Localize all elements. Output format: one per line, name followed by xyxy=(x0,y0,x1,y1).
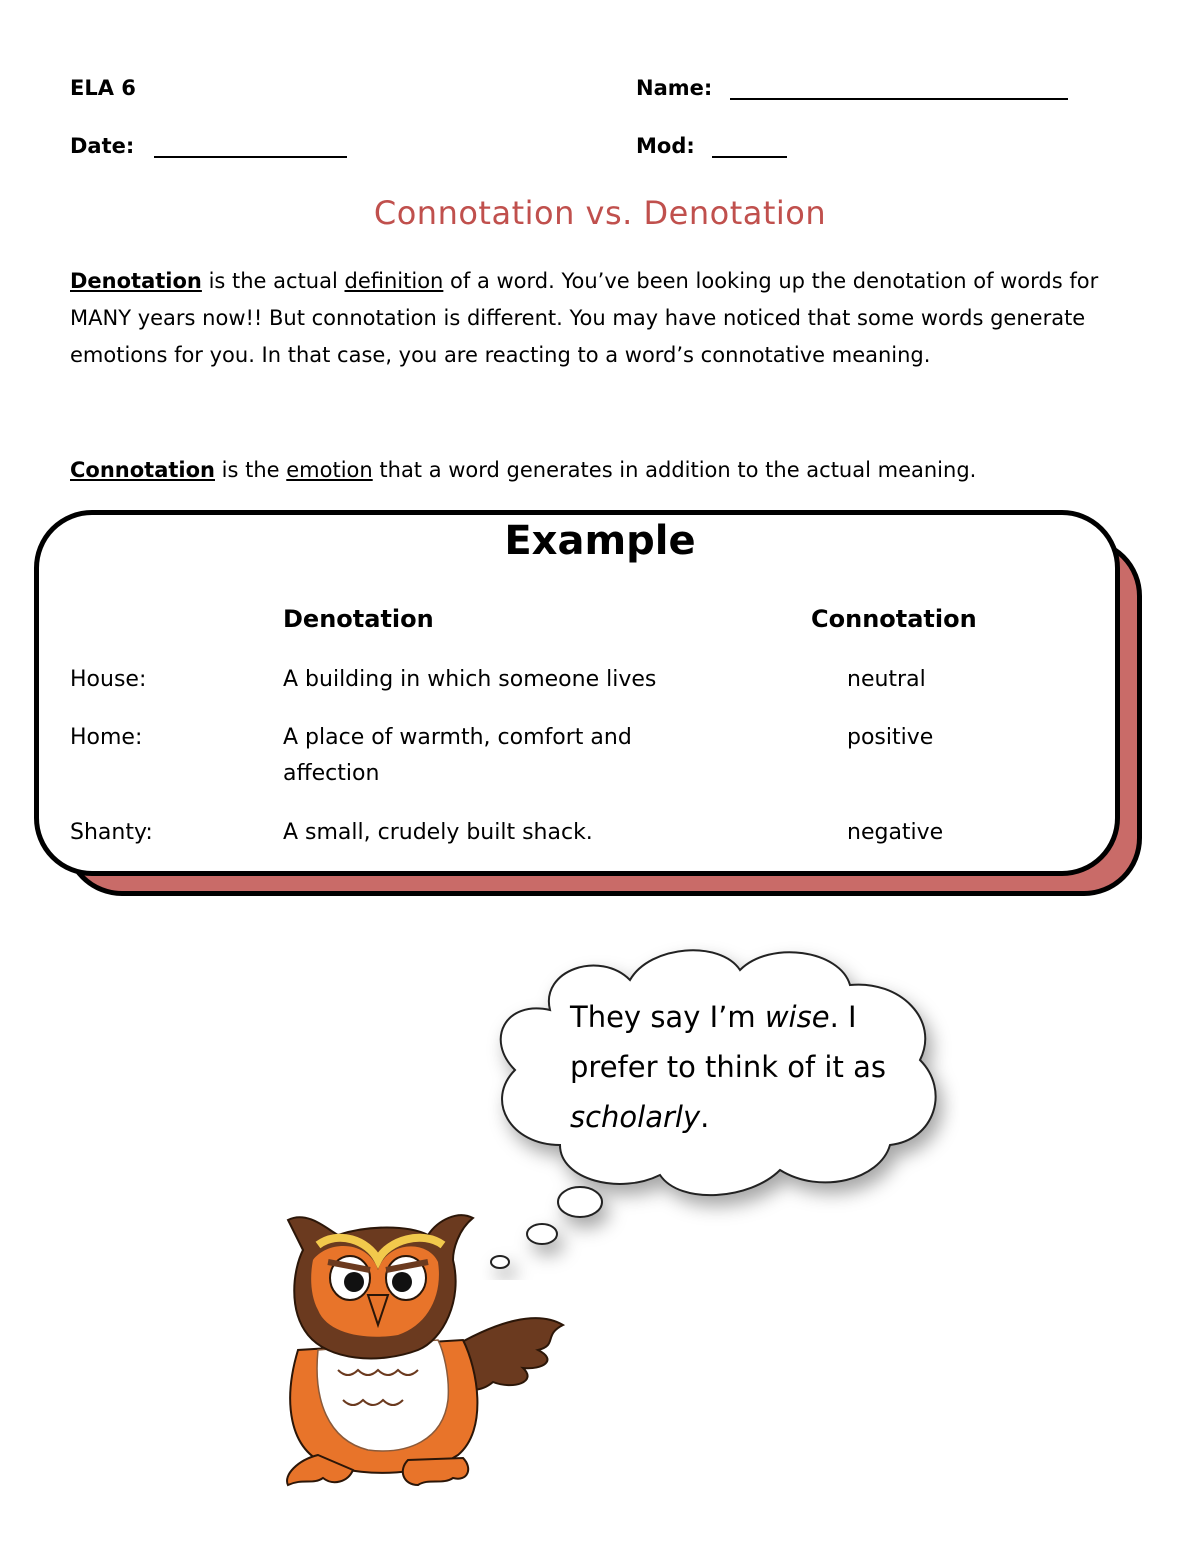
course-label: ELA 6 xyxy=(70,76,136,100)
table-row-word: Home: xyxy=(70,725,143,750)
owl-icon xyxy=(258,1200,578,1490)
denotation-paragraph: Denotation is the actual definition of a word. You’ve been looking up the denotation of words for MANY years now!! But connotation is different. You may have noticed that some words generate emotions for you. In that case, you are reacting to a word’s connotative meaning. xyxy=(70,269,1099,367)
connotation-term: Connotation xyxy=(70,458,215,482)
table-row-connotation: neutral xyxy=(847,667,926,692)
table-row-word: Shanty: xyxy=(70,820,153,845)
column-header-denotation: Denotation xyxy=(283,605,434,633)
example-title: Example xyxy=(504,518,696,564)
connotation-paragraph: Connotation is the emotion that a word generates in addition to the actual meaning. xyxy=(70,458,977,482)
denotation-term: Denotation xyxy=(70,269,202,293)
thought-bubble-text: They say I’m wise. I prefer to think of it as scholarly. xyxy=(570,1000,886,1134)
name-label: Name: xyxy=(636,76,713,100)
emotion-underlined: emotion xyxy=(286,458,373,482)
table-row-definition: A small, crudely built shack. xyxy=(283,820,593,845)
table-row-connotation: positive xyxy=(847,725,934,750)
table-row-definition: A place of warmth, comfort and affection xyxy=(283,725,632,786)
scholarly-emphasis: scholarly xyxy=(570,1100,701,1134)
date-label: Date: xyxy=(70,134,135,158)
mod-label: Mod: xyxy=(636,134,695,158)
page-title: Connotation vs. Denotation xyxy=(373,194,827,232)
column-header-connotation: Connotation xyxy=(811,605,977,633)
mod-blank[interactable] xyxy=(712,156,787,158)
table-row-word: House: xyxy=(70,667,147,692)
date-blank[interactable] xyxy=(154,156,347,158)
table-row-connotation: negative xyxy=(847,820,944,845)
name-blank[interactable] xyxy=(730,98,1068,100)
definition-underlined: definition xyxy=(344,269,444,293)
wise-emphasis: wise xyxy=(764,1000,830,1034)
table-row-definition: A building in which someone lives xyxy=(283,667,657,692)
